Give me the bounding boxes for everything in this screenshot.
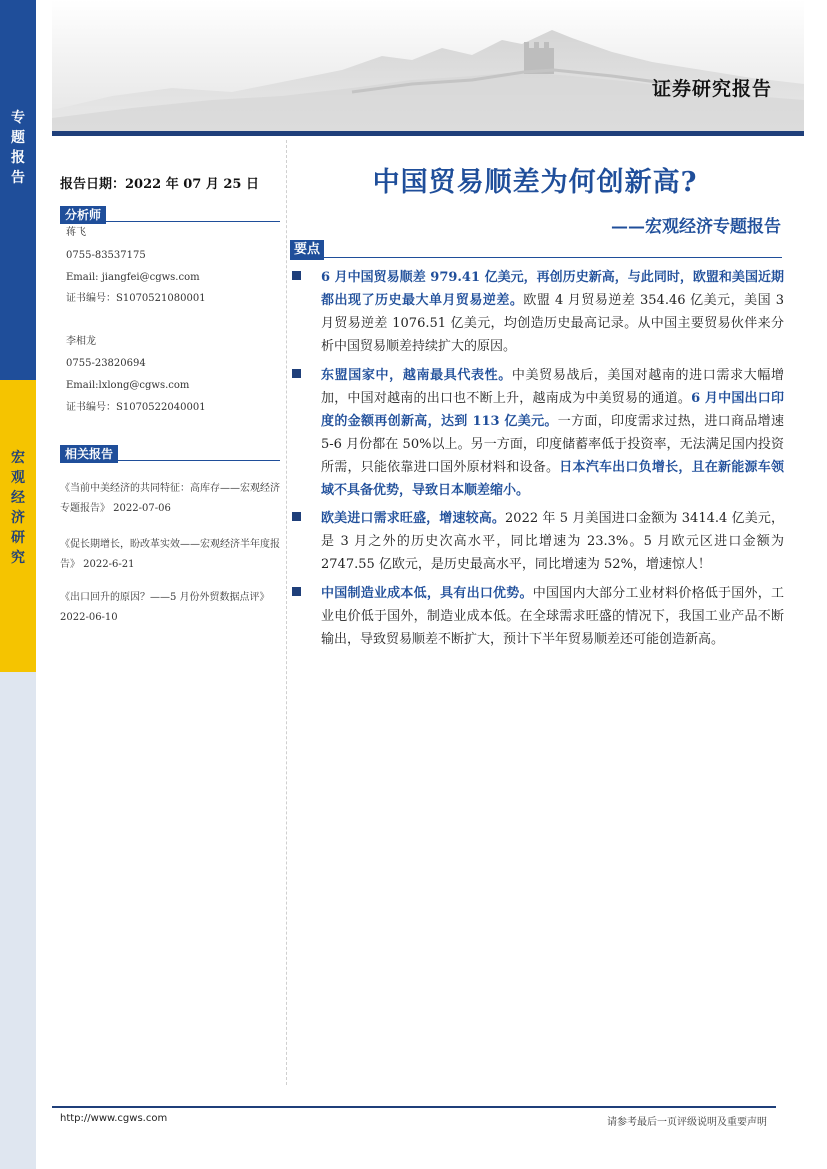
key-point [290, 507, 784, 576]
header-rule [52, 131, 804, 136]
report-date: 报告日期：2022 年 07 月 25 日 [60, 177, 259, 192]
analyst-cert: 证书编号：S1070521080001 [66, 293, 206, 304]
key-point [290, 266, 784, 358]
related-report-link[interactable]: 《当前中美经济的共同特征：高库存——宏观经济专题报告》 2022-07-06 [60, 483, 280, 514]
key-point [290, 364, 784, 502]
key-point-emphasis: 欧美进口需求旺盛，增速较高。 [321, 511, 506, 526]
analyst-cert: 证书编号：S1070522040001 [66, 402, 206, 413]
analyst-email: Email:lxlong@cgws.com [66, 380, 190, 391]
analyst-phone: 0755-83537175 [66, 250, 146, 261]
square-bullet-icon [292, 271, 301, 280]
great-wall-illustration [52, 0, 804, 132]
analyst-heading-label: 分析师 [60, 206, 106, 224]
key-point [290, 582, 784, 651]
square-bullet-icon [292, 587, 301, 596]
key-point-text [321, 507, 784, 576]
analyst-name: 李相龙 [66, 336, 96, 347]
related-heading-label: 相关报告 [60, 445, 118, 463]
analyst-section-heading [60, 204, 280, 222]
key-point-body: 欧盟 4 月贸易逆差 354.46 亿美元，美国 3 月贸易逆差 1076.51 亿美元，均创造历史最高记录。从中国主要贸易伙伴来分析中国贸易顺差持续扩大的原因。 [321, 293, 784, 354]
key-point-text [321, 364, 784, 502]
footer-website-link[interactable]: http://www.cgws.com [60, 1113, 168, 1124]
key-point-emphasis: 东盟国家中，越南最具代表性。 [321, 368, 512, 383]
key-points-heading-label: 要点 [290, 240, 324, 260]
key-point-text [321, 266, 784, 358]
related-report-link[interactable]: 《促长期增长，盼改革实效——宏观经济半年度报告》 2022-6-21 [60, 539, 280, 570]
analyst-email: Email: jiangfei@cgws.com [66, 272, 200, 283]
report-type-label: 证券研究报告 [651, 78, 772, 100]
key-point-body: 中国国内大部分工业材料价格低于国外，工业电价低于国外，制造业成本低。在全球需求旺盛的情况下，我国工业产品不断输出，导致贸易顺差不断扩大，预计下半年贸易顺差还可能创造新高。 [321, 586, 784, 647]
side-label-report-type: 专 题 报 告 [11, 110, 25, 186]
footer-rule [52, 1106, 776, 1108]
footer-disclaimer: 请参考最后一页评级说明及重要声明 [607, 1117, 767, 1128]
side-bar-blue-block [0, 0, 36, 380]
key-point-emphasis: 6 月中国出口印度的金额再创新高，达到 113 亿美元。 [321, 391, 784, 429]
page-title: 中国贸易顺差为何创新高? [372, 167, 698, 198]
square-bullet-icon [292, 369, 301, 378]
key-point-emphasis: 中国制造业成本低，具有出口优势。 [321, 586, 533, 601]
related-reports-heading [60, 443, 280, 461]
square-bullet-icon [292, 512, 301, 521]
analyst-name: 蒋飞 [66, 227, 86, 238]
analyst-phone: 0755-23820694 [66, 358, 146, 369]
header-banner [52, 0, 804, 132]
page-subtitle: ——宏观经济专题报告 [611, 217, 781, 237]
key-point-text [321, 582, 784, 651]
key-point-emphasis: 日本汽车出口负增长，且在新能源车领域不具备优势，导致日本顺差缩小。 [321, 460, 784, 498]
column-divider [286, 140, 287, 1085]
key-point-emphasis: 6 月中国贸易顺差 979.41 亿美元，再创历史新高，与此同时，欧盟和美国近期都出现了历史最大单月贸易逆差。 [321, 270, 784, 308]
side-label-research-field: 宏 观 经 济 研 究 [11, 450, 25, 566]
key-point-body: 2022 年 5 月美国进口金额为 3414.4 亿美元，是 3 月之外的历史次高水平，同比增速为 23.3%。5 月欧元区进口金额为 2747.55 亿欧元，是历史最高水平，同比增速为 52%，增速惊人！ [321, 511, 784, 572]
key-point-body: 一方面，印度需求过热，进口商品增速 5-6 月份都在 50%以上。另一方面，印度储蓄率低于投资率，无法满足国内投资所需，只能依靠进口国外原材料和设备。 [321, 414, 784, 475]
related-report-link[interactable]: 《出口回升的原因？——5 月份外贸数据点评》2022-06-10 [60, 592, 270, 623]
key-points-heading [290, 238, 782, 258]
key-point-body: 中美贸易战后，美国对越南的进口需求大幅增加，中国对越南的出口也不断上升，越南成为中美贸易的通道。 [321, 368, 784, 406]
